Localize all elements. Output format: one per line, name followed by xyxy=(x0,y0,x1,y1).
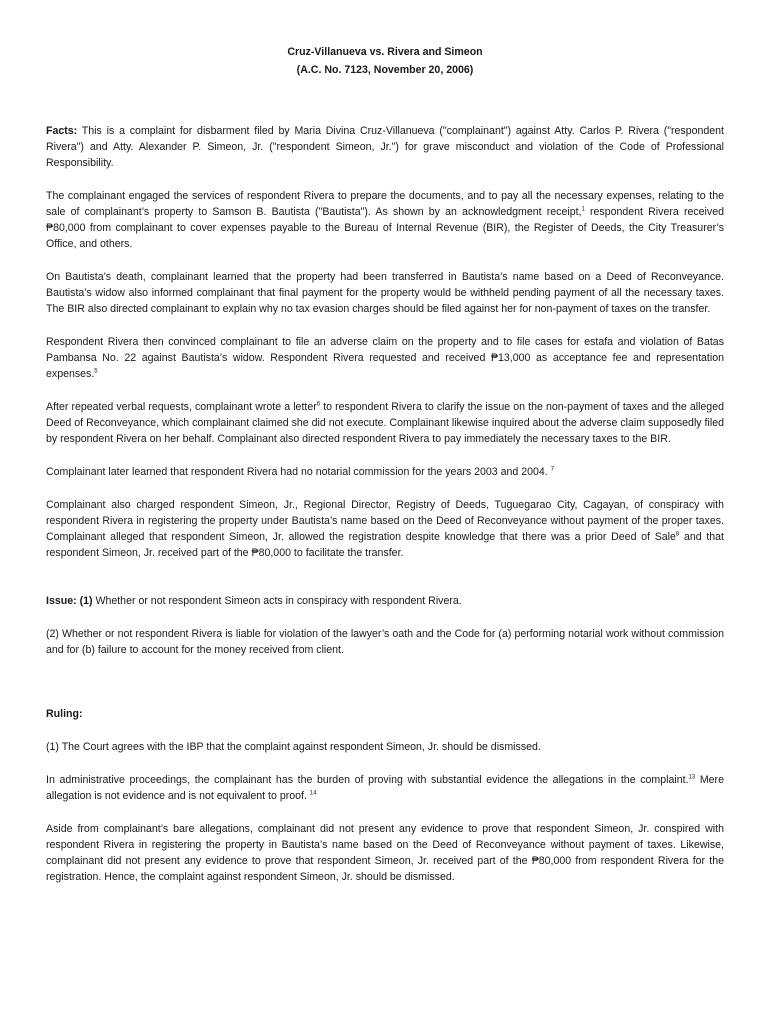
facts-paragraph-2 xyxy=(46,188,724,252)
case-name: Cruz-Villanueva vs. Rivera and Simeon xyxy=(287,46,483,58)
facts-paragraph-7 xyxy=(46,497,724,561)
footnote-ref-6: 6 xyxy=(316,401,321,408)
issue-question-1: Whether or not respondent Simeon acts in conspiracy with respondent Rivera. xyxy=(92,595,462,607)
facts-paragraph-1 xyxy=(46,123,724,171)
footnote-ref-14: 14 xyxy=(309,790,317,797)
ruling-paragraph-2 xyxy=(46,772,724,804)
issue-paragraph-2: (2) Whether or not respondent Rivera is liable for violation of the lawyer’s oath and the Code for (a) performing notarial work without commission and for (b) failure to account for the money received from client. xyxy=(46,628,724,656)
facts-text-2b: respondent Rivera received ₱80,000 from complainant to cover expenses payable to the Bureau of Internal Revenue (BIR), the Register of Deeds, the City Treasurer’s Office, and others. xyxy=(46,206,724,250)
facts-paragraph-4 xyxy=(46,334,724,382)
facts-text-2a: The complainant engaged the services of respondent Rivera to prepare the documents, and to pay all the necessary expenses, relating to the sale of complainant’s property to Samson B. Bautista ("Bautista"). As shown by an acknowledgment receipt, xyxy=(46,190,724,218)
case-citation: (A.C. No. 7123, November 20, 2006) xyxy=(296,64,474,76)
footnote-ref-8: 8 xyxy=(675,531,680,538)
ruling-text-2b: Mere allegation is not evidence and is not equivalent to proof. xyxy=(46,774,724,802)
issue-number-1: (1) xyxy=(76,595,93,607)
footnote-ref-5: 5 xyxy=(94,368,98,375)
facts-text-7b: and that respondent Simeon, Jr. received part of the ₱80,000 to facilitate the transfer. xyxy=(46,531,724,559)
ruling-paragraph-3: Aside from complainant’s bare allegations, complainant did not present any evidence to prove that respondent Simeon, Jr. conspired with respondent Rivera in registering the property in Bautista’s name based on the Deed of Reconveyance without payment of taxes. Likewise, complainant did not present any evidence to prove that respondent Simeon, Jr. received part of the ₱80,000 from respondent Rivera for the registration. Hence, the complaint against respondent Simeon, Jr. should be dismissed. xyxy=(46,823,724,883)
footnote-ref-1: 1 xyxy=(581,206,585,213)
facts-paragraph-5 xyxy=(46,399,724,447)
ruling-text-2a: In administrative proceedings, the complainant has the burden of proving with substantial evidence the allegations in the complaint. xyxy=(46,774,689,786)
issue-paragraph-1 xyxy=(46,593,724,609)
facts-label: Facts: xyxy=(46,125,78,137)
ruling-heading: Ruling: xyxy=(46,708,83,720)
issue-label: Issue: xyxy=(46,595,77,607)
facts-text-5b: to respondent Rivera to clarify the issue on the non-payment of taxes and the alleged Deed of Reconveyance, which complainant claimed she did not execute. Complainant likewise inquired about the adverse claim supposedly filed by respondent Rivera on her behalf. Complainant also directed respondent Rivera to pay immediately the necessary taxes to the BIR. xyxy=(46,401,724,445)
facts-text-5a: After repeated verbal requests, complainant wrote a letter xyxy=(46,401,317,413)
facts-text-6: Complainant later learned that respondent Rivera had no notarial commission for the years 2003 and 2004. xyxy=(46,466,548,478)
facts-text-1: This is a complaint for disbarment filed by Maria Divina Cruz-Villanueva ("complainant") against Atty. Carlos P. Rivera ("respondent Rivera") and Atty. Alexander P. Simeon, Jr. ("respondent Simeon, Jr.") for grave misconduct and violation of the Code of Professional Responsibility. xyxy=(46,125,724,169)
footnote-ref-7: 7 xyxy=(550,466,555,473)
facts-paragraph-6 xyxy=(46,464,724,480)
case-title xyxy=(46,43,724,79)
facts-text-4: Respondent Rivera then convinced complainant to file an adverse claim on the property and to file cases for estafa and violation of Batas Pambansa No. 22 against Bautista’s widow. Respondent Rivera requested and received ₱13,000 as acceptance fee and representation expenses. xyxy=(46,336,724,380)
facts-text-7a: Complainant also charged respondent Simeon, Jr., Regional Director, Registry of Deeds, Tuguegarao City, Cagayan, of conspiracy with respondent Rivera in registering the property under Bautista’s name based on the Deed of Reconveyance without payment of the proper taxes. Complainant alleged that respondent Simeon, Jr. allowed the registration despite knowledge that there was a prior Deed of Sale xyxy=(46,499,724,543)
footnote-ref-13: 13 xyxy=(688,774,696,781)
ruling-paragraph-1: (1) The Court agrees with the IBP that the complaint against respondent Simeon, Jr. should be dismissed. xyxy=(46,741,541,753)
facts-paragraph-3: On Bautista’s death, complainant learned that the property had been transferred in Bautista’s name based on a Deed of Reconveyance. Bautista’s widow also informed complainant that final payment for the property would be withheld pending payment of all the necessary taxes. The BIR also directed complainant to explain why no tax evasion charges should be filed against her for non-payment of taxes on the transfer. xyxy=(46,271,724,315)
